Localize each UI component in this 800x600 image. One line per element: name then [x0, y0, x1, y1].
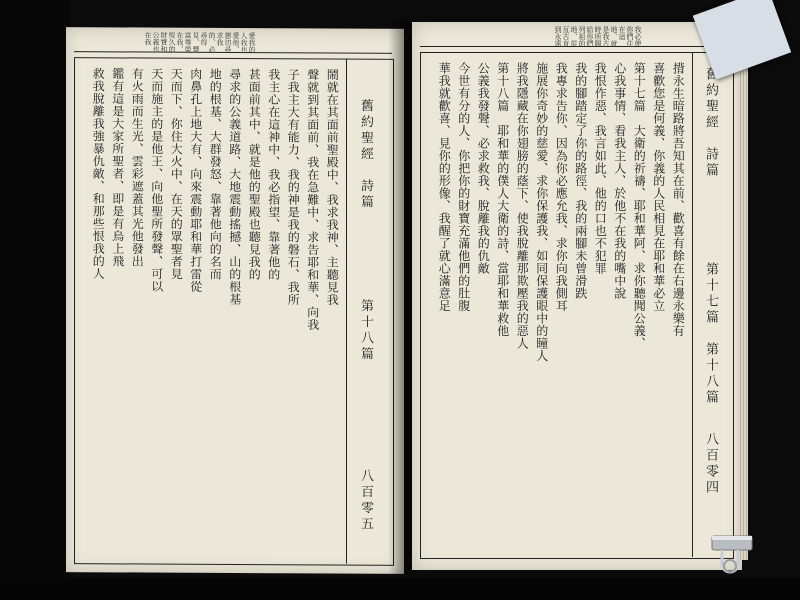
right-text-column: 將我隱藏在你翅膀的蔭下、使我脫離那欺壓我的惡人 [515, 62, 530, 350]
right-text-column: 今世有分的人、你把你的財寶充滿他們的肚腹 [456, 62, 471, 312]
right-text-column: 揹永生暗路將吾知其在前、歡喜有餘在右邊永樂有 [671, 62, 686, 337]
page-edges [738, 30, 748, 560]
right-text-column: 華我就歡喜、見你的形像、我醒了就心滿意足 [437, 62, 452, 312]
right-text-column: 喜歡您是何義、你義的人民相見在耶和華必立 [651, 62, 666, 312]
left-text-column: 鬧就在其面前聖殿中、我求我神、主聽見我 [325, 68, 340, 307]
right-chapter-marker: 第十七篇 第十八篇 [703, 262, 718, 406]
right-page [412, 22, 742, 570]
right-page-number: 八百零四 [703, 432, 718, 496]
left-text-column: 肉鼻孔上地大有、向來震動耶和華打雷從 [188, 67, 203, 293]
left-text-column: 鑑有這是大家所聖者、即是有烏上飛 [110, 67, 125, 268]
right-text-column: 我專求告你、因為你必應允我、求你向我側耳 [554, 62, 569, 312]
left-chapter-marker: 第十八篇 [358, 298, 373, 363]
right-text-column: 我恨作惡、我言如此、他的口也不犯罪 [593, 62, 608, 275]
left-text-column: 救我脫離我強暴仇敵、和那些恨我的人 [91, 67, 106, 280]
left-text-column: 地的根基、大群發怒、靠著他向的名而 [208, 67, 223, 281]
left-text-column: 尋求的公義道路、大地震動搖撼、山的根基 [227, 67, 242, 306]
background-bottom [0, 578, 800, 600]
right-text-column: 公義我發聲、必求救我、脫離我的仇敵 [476, 62, 491, 275]
right-margin-notes: 我必使你們住在這地、就是我古時所賜給你們列祖的地、從亙古直到永遠 [554, 26, 642, 47]
left-page-number: 八百零五 [358, 468, 373, 533]
left-text-column: 聲就到其面前、我在急難中、求告耶和華、向我 [305, 68, 320, 331]
binder-clip-icon [708, 528, 756, 578]
left-text-column: 甚面前其中、就是他的聖殿也聽見我的 [247, 68, 262, 281]
right-text-column: 第十七篇 大衛的祈禱、耶和華阿、求你聽聞公義、 [632, 62, 647, 350]
right-text-column: 我的腳踏定了你的路徑、我的兩腳未曾滑跌 [573, 62, 588, 300]
left-running-title: 舊約聖經 詩篇 [358, 98, 373, 211]
right-running-title: 舊約聖經 詩篇 [703, 67, 718, 179]
left-margin-notes: 愛我的人我也愛他、懇切尋求我的、必尋得見、豐富尊榮在我、恆久的財寶和公義也在我 [144, 31, 256, 54]
right-header-rule [692, 52, 693, 557]
left-text-column: 子我主大有能力、我的神是我的磐石、我所 [286, 68, 301, 306]
left-header-rule [346, 59, 347, 564]
right-text-column: 第十八篇 耶和華的僕人大衛的詩、當耶和華救他 [495, 62, 510, 337]
right-text-column: 心我事情、看我主人、於他不在我的嘴中說 [612, 62, 627, 300]
background-left [0, 0, 70, 600]
left-text-column: 我主心在這神中、我必指望、靠著他的 [266, 68, 281, 281]
left-text-column: 有火雨而生光、雲彩遮蓋其光他發出 [130, 67, 145, 268]
right-text-column: 施展你奇妙的慈愛、求你保護我、如同保護眼中的瞳人 [534, 62, 549, 362]
left-text-column: 天而下、你住大火中、在天的眾聖者見 [169, 67, 184, 281]
left-page [66, 27, 404, 574]
left-text-column: 天而施主的是他王、向他聖所發聲、可以 [149, 67, 164, 293]
